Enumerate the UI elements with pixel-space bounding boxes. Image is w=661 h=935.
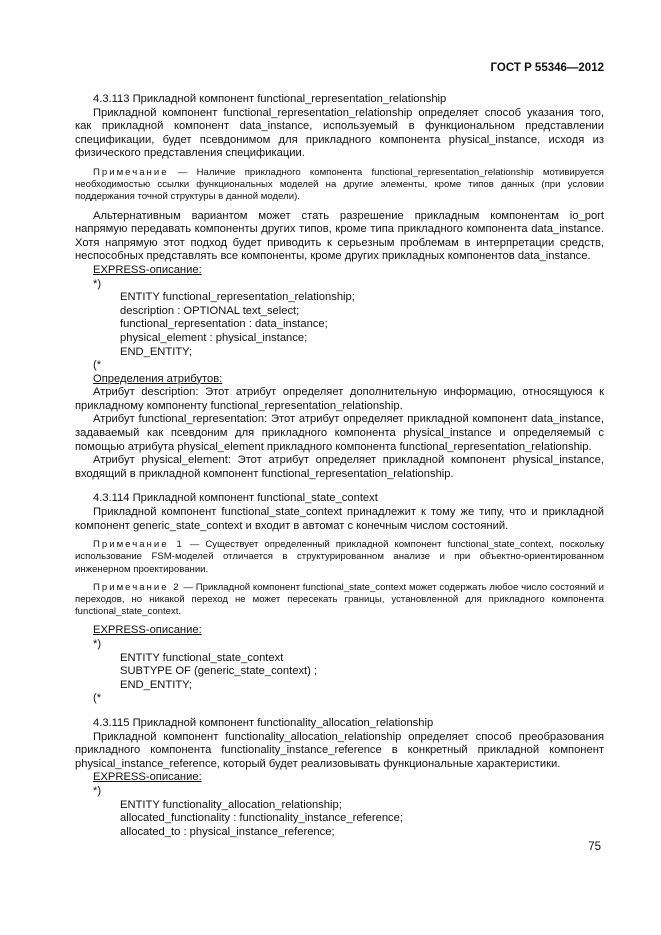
note xyxy=(75,582,604,619)
express-open: *) xyxy=(93,784,102,797)
code-line: allocated_functionality : functionality_instance_reference; xyxy=(120,812,403,825)
code-line: ENTITY functional_representation_relationship; xyxy=(120,291,355,304)
code-line: functional_representation : data_instance; xyxy=(120,318,328,331)
express-label: EXPRESS-описание: xyxy=(93,771,202,784)
express-open: *) xyxy=(93,638,102,651)
page-content xyxy=(75,93,604,839)
attr-definitions-label: Определения атрибутов: xyxy=(93,372,223,385)
express-label: EXPRESS-описание: xyxy=(93,624,202,637)
code-line: allocated_to : physical_instance_reference; xyxy=(120,825,335,838)
paragraph: Прикладной компонент functional_state_context принадлежит к тому же типу, что и прикладной компонент generic_state_context и входит в автомат с конечным числом состояний. xyxy=(75,506,604,532)
express-open: *) xyxy=(93,277,102,290)
note-label: Примечание 2 xyxy=(93,581,181,593)
note-label: Примечание xyxy=(93,166,169,178)
code-line: physical_element : physical_instance; xyxy=(120,331,308,344)
section-heading-114: 4.3.114 Прикладной компонент functional_state_context xyxy=(93,492,378,505)
attribute-definition: Атрибут functional_representation: Этот атрибут определяет прикладной компонент data_instance, задаваемый как псевдоним для прикладного компонента physical_instance и определяемый с помощью атрибута physical_element прикладного компонента functional_representation_relationship. xyxy=(75,413,604,453)
section-heading-115: 4.3.115 Прикладной компонент functionality_allocation_relationship xyxy=(93,717,434,730)
standard-header: ГОСТ Р 55346—2012 xyxy=(490,62,604,74)
attribute-definition: Атрибут physical_element: Этот атрибут определяет прикладной компонент physical_instance, входящий в прикладной компонент functional_representation_relationship. xyxy=(75,454,604,480)
express-label: EXPRESS-описание: xyxy=(93,263,202,276)
note-label: Примечание 1 xyxy=(93,539,184,551)
note-text: — Существует определенный прикладной компонент functional_state_context, поскольку использование FSM-моделей отличается в структурированном анализе и при объектно-ориентированном инженерном проектировании. xyxy=(75,539,605,575)
note-text: — Наличие прикладного компонента functional_representation_relationship мотивируется необходимостью ссылки функциональных моделей на другие элементы, кроме типов данных (при условии поддержания точной структуры в данной модели). xyxy=(75,166,604,203)
paragraph: Прикладной компонент functionality_allocation_relationship определяет способ преобразования прикладного компонента functionality_instance_reference в конкретный прикладной компонент physical_instance_reference, который будет реализовывать функциональные характеристики. xyxy=(75,730,604,770)
paragraph: Прикладной компонент functional_representation_relationship определяет способ указания того, как прикладной компонент data_instance, используемый в функциональном представлении спецификации, будет псевдонимом для прикладного компонента physical_instance, исходя из физического представления спецификации. xyxy=(75,106,604,160)
code-line: ENTITY functionality_allocation_relationship; xyxy=(120,798,342,811)
attribute-definition: Атрибут description: Этот атрибут определяет дополнительную информацию, относящуюся к прикладному компоненту functional_representation_relationship. xyxy=(75,386,604,412)
note xyxy=(75,167,604,204)
express-close: (* xyxy=(93,359,102,372)
code-line: SUBTYPE OF (generic_state_context) ; xyxy=(120,665,318,678)
note-text: — Прикладной компонент functional_state_context может содержать любое число состояний и переходов, но никакой переход не может пересекать границы, установленной для прикладного компонента functional_state_context. xyxy=(75,581,605,618)
code-line: ENTITY functional_state_context xyxy=(120,651,284,664)
code-line: END_ENTITY; xyxy=(120,678,193,691)
note xyxy=(75,539,604,576)
section-heading-113: 4.3.113 Прикладной компонент functional_representation_relationship xyxy=(93,93,447,105)
paragraph: Альтернативным вариантом может стать разрешение прикладным компонентам io_port напрямую передавать компоненты других типов, кроме типа прикладного компонента data_instance. Хотя напрямую этот подход будет приводить к серьезным проблемам в интерпретации средств, неспособных представлять все компоненты, кроме других прикладных компонентов data_instance. xyxy=(75,209,604,263)
express-close: (* xyxy=(93,692,102,705)
code-line: description : OPTIONAL text_select; xyxy=(120,304,300,317)
code-line: END_ENTITY; xyxy=(120,345,193,358)
page-number: 75 xyxy=(588,841,601,853)
